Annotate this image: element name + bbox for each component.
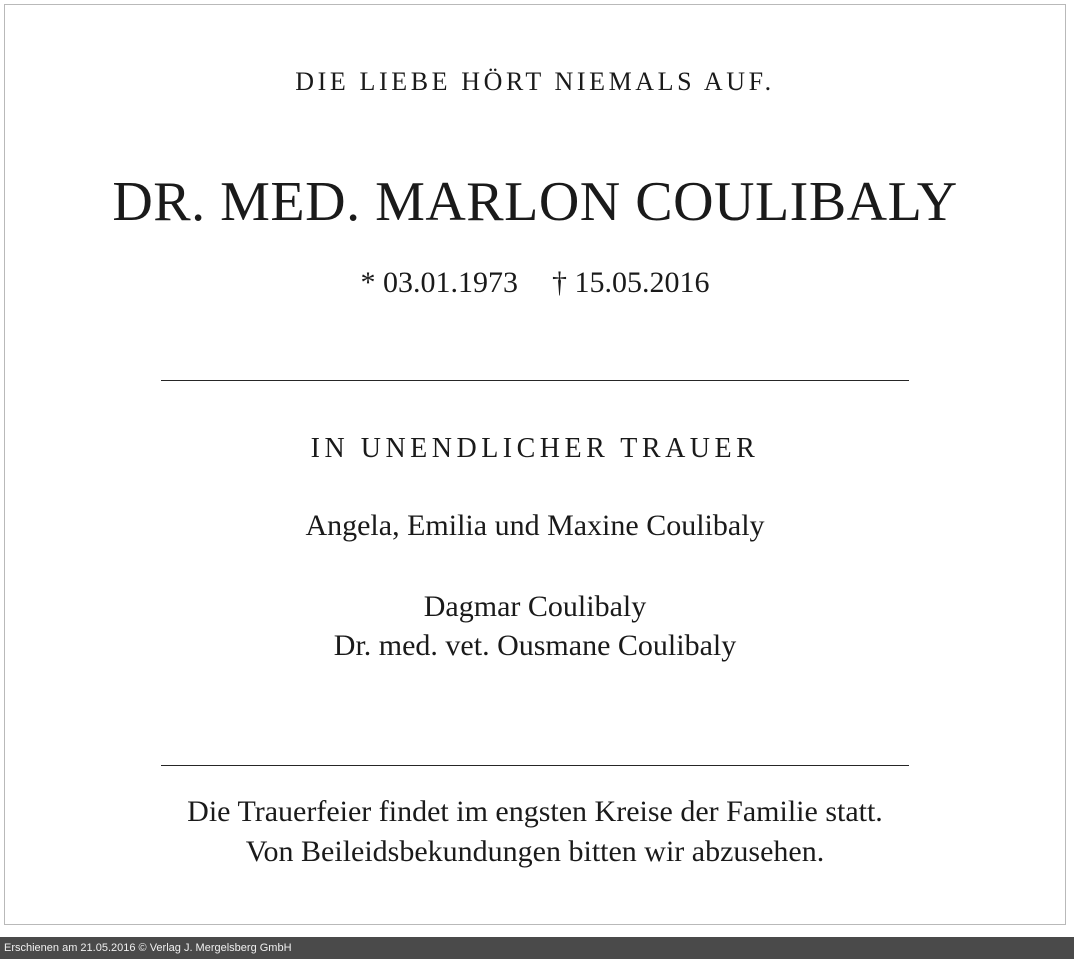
- death-date: † 15.05.2016: [552, 265, 710, 299]
- obituary-card: [4, 4, 1066, 925]
- family-primary: Angela, Emilia und Maxine Coulibaly: [305, 508, 765, 542]
- closing-note: [187, 792, 883, 872]
- obituary-motto: DIE LIEBE HÖRT NIEMALS AUF.: [295, 67, 775, 96]
- family-secondary-line-2: Dr. med. vet. Ousmane Coulibaly: [333, 628, 737, 662]
- deceased-name: DR. MED. MARLON COULIBALY: [112, 171, 958, 233]
- family-secondary: [334, 587, 736, 665]
- closing-line-1: Die Trauerfeier findet im engsten Kreise der Familie statt.: [187, 794, 883, 828]
- footer-credit-bar: [0, 937, 1074, 959]
- divider-bottom: [161, 765, 909, 766]
- closing-line-2: Von Beileidsbekundungen bitten wir abzusehen.: [245, 834, 825, 868]
- life-dates: [361, 266, 710, 300]
- birth-date: * 03.01.1973: [360, 265, 518, 299]
- family-secondary-line-1: Dagmar Coulibaly: [423, 589, 647, 623]
- footer-credit-text: Erschienen am 21.05.2016 © Verlag J. Mergelsberg GmbH: [4, 942, 292, 954]
- divider-top: [161, 380, 909, 381]
- mourning-heading: IN UNENDLICHER TRAUER: [310, 432, 760, 464]
